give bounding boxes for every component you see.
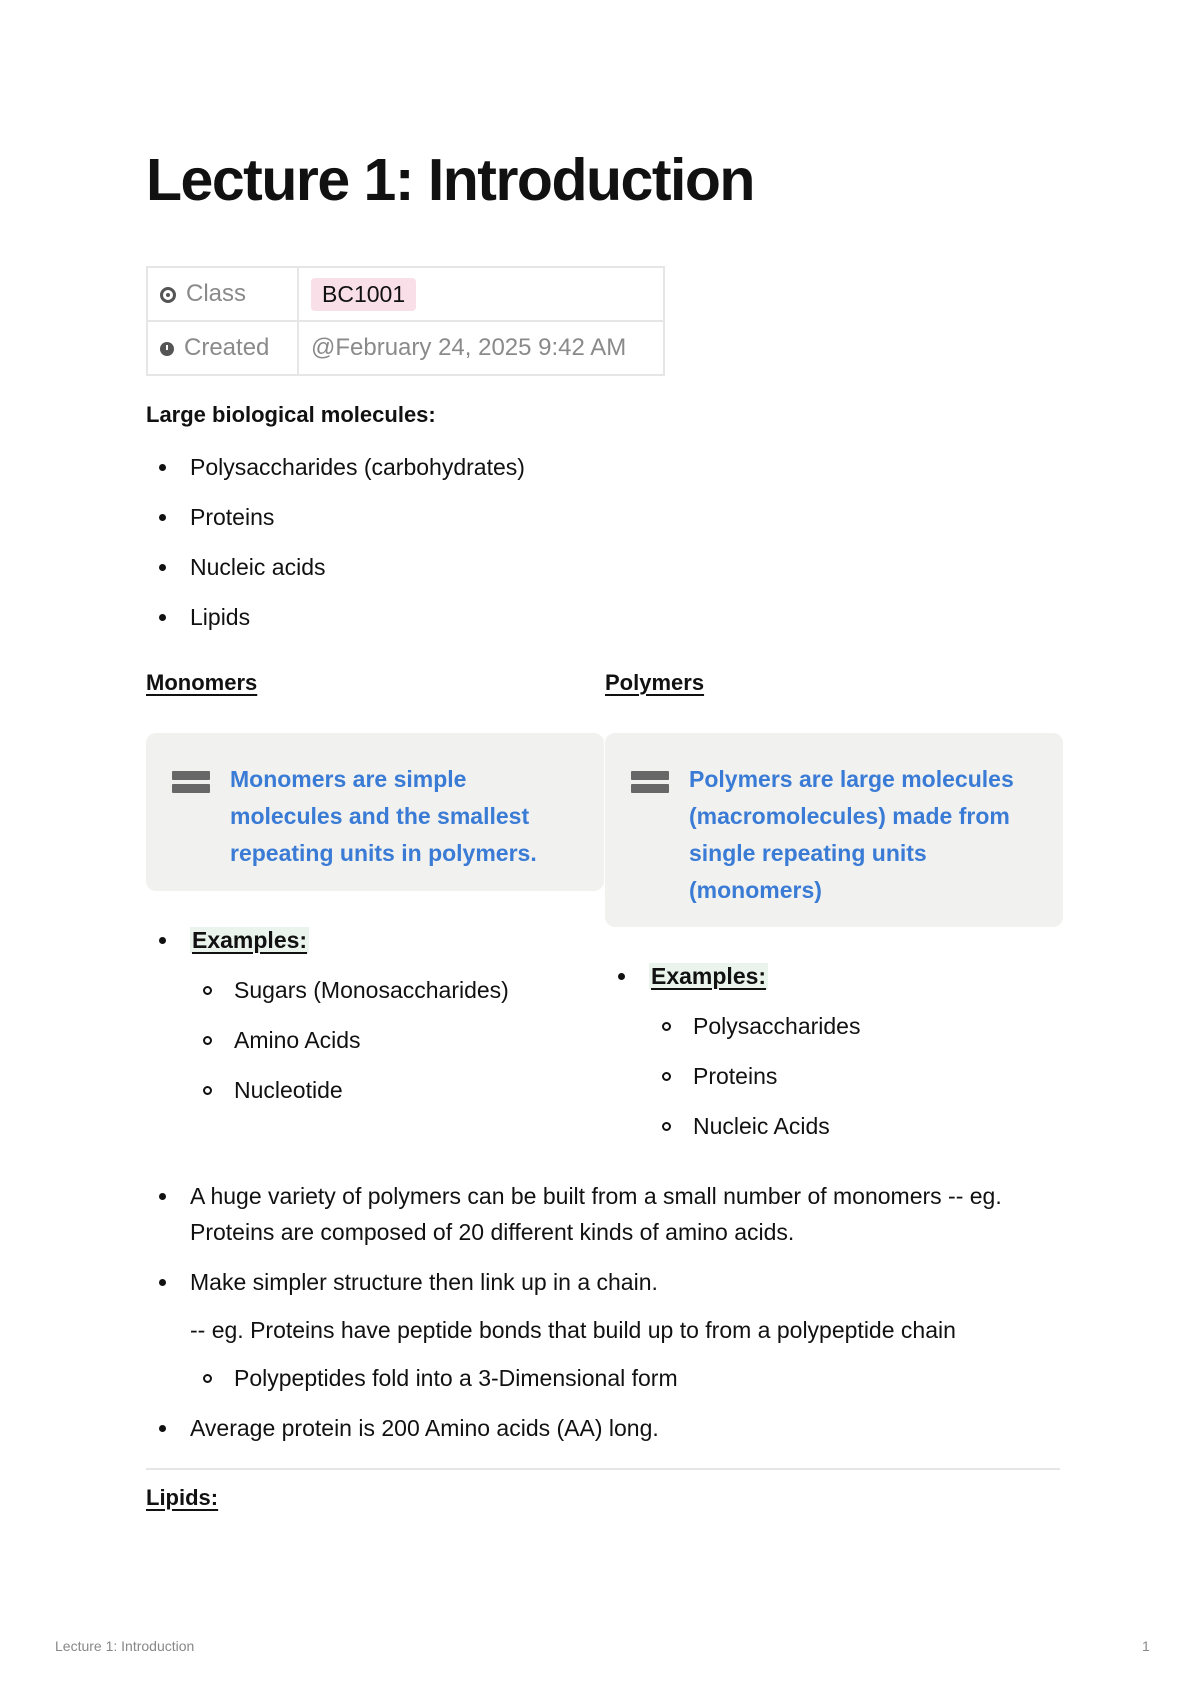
monomers-examples [146, 922, 596, 1108]
property-key [147, 267, 298, 321]
footer-title: Lecture 1: Introduction [55, 1638, 195, 1654]
callout-icon [631, 771, 669, 797]
examples-label: Examples: [192, 927, 308, 953]
monomers-heading: Monomers [146, 670, 258, 695]
list-item: Proteins [605, 1058, 1055, 1094]
callout-text: Monomers are simple molecules and the smallest repeating units in polymers. [230, 766, 537, 866]
property-value[interactable] [298, 321, 664, 375]
polymers-examples [605, 958, 1055, 1144]
lipids-heading: Lipids: [146, 1485, 219, 1510]
list-item: Make simpler structure then link up in a chain. [146, 1264, 1060, 1300]
property-value[interactable] [298, 267, 664, 321]
callout-text: Polymers are large molecules (macromolecules) made from single repeating units (monomers) [689, 766, 1014, 903]
large-molecules-heading: Large biological molecules: [146, 402, 436, 427]
property-label: Created [184, 334, 270, 361]
property-label: Class [186, 280, 247, 307]
polymers-heading: Polymers [605, 670, 705, 695]
large-molecules-list [146, 449, 746, 635]
list-item: Sugars (Monosaccharides) [146, 972, 596, 1008]
list-item [605, 958, 1055, 994]
list-item: Polysaccharides [605, 1008, 1055, 1044]
properties-table [146, 266, 665, 376]
property-key [147, 321, 298, 375]
page-title: Lecture 1: Introduction [146, 147, 754, 213]
property-row-created [147, 321, 664, 375]
divider [146, 1468, 1060, 1470]
list-item: Proteins [146, 499, 746, 535]
property-row-class [147, 267, 664, 321]
target-icon [160, 287, 176, 303]
list-item: Average protein is 200 Amino acids (AA) long. [146, 1410, 1060, 1446]
examples-label: Examples: [651, 963, 767, 989]
list-item: Amino Acids [146, 1022, 596, 1058]
clock-icon [160, 342, 174, 356]
notes-list [146, 1178, 1060, 1446]
monomers-callout [146, 733, 604, 891]
list-item: Polypeptides fold into a 3-Dimensional form [146, 1360, 1060, 1396]
list-item: Lipids [146, 599, 746, 635]
list-item: Nucleic acids [146, 549, 746, 585]
list-item: Nucleotide [146, 1072, 596, 1108]
list-item: Nucleic Acids [605, 1108, 1055, 1144]
class-tag[interactable]: BC1001 [311, 278, 416, 311]
callout-icon [172, 771, 210, 797]
list-item: Polysaccharides (carbohydrates) [146, 449, 746, 485]
created-date[interactable]: @February 24, 2025 9:42 AM [311, 334, 627, 361]
list-item-continuation: -- eg. Proteins have peptide bonds that build up to from a polypeptide chain [190, 1317, 956, 1343]
page-number: 1 [1142, 1638, 1150, 1654]
polymers-callout [605, 733, 1063, 927]
list-item: A huge variety of polymers can be built from a small number of monomers -- eg. Proteins are composed of 20 different kinds of amino acids. [146, 1178, 1060, 1250]
list-item [146, 922, 596, 958]
